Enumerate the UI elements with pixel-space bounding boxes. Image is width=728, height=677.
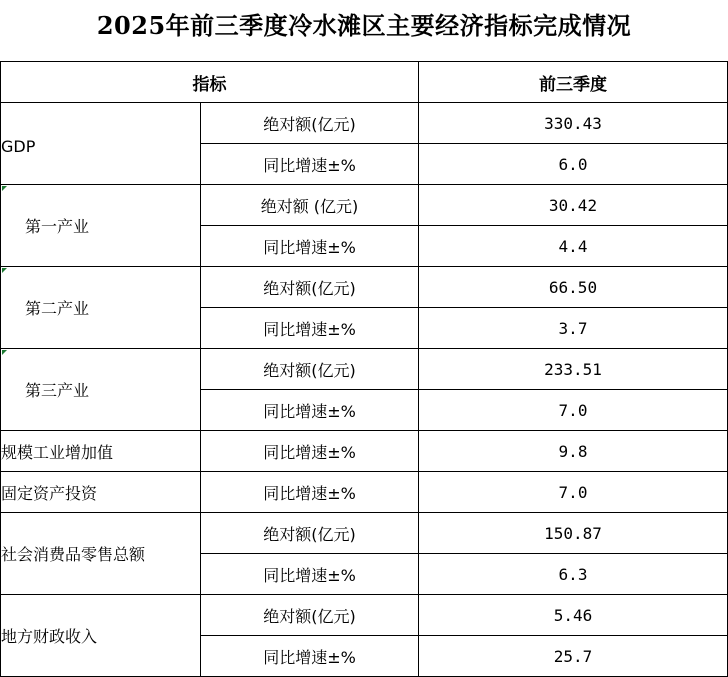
metric-label: 同比增速±% xyxy=(201,144,419,185)
header-period: 前三季度 xyxy=(419,62,728,103)
table-row xyxy=(1,513,728,554)
metric-label: 同比增速±% xyxy=(201,472,419,513)
table-row xyxy=(1,103,728,144)
indicator-gdp: GDP xyxy=(1,103,201,185)
table-row xyxy=(1,431,728,472)
metric-value: 66.50 xyxy=(419,267,728,308)
indicator-retail-sales: 社会消费品零售总额 xyxy=(1,513,201,595)
metric-value: 7.0 xyxy=(419,472,728,513)
table-row xyxy=(1,595,728,636)
table-row xyxy=(1,472,728,513)
metric-label: 绝对额(亿元) xyxy=(201,513,419,554)
metric-value: 9.8 xyxy=(419,431,728,472)
metric-label: 绝对额(亿元) xyxy=(201,595,419,636)
metric-value: 7.0 xyxy=(419,390,728,431)
metric-value: 3.7 xyxy=(419,308,728,349)
indicator-primary-industry: 第一产业 xyxy=(1,185,201,267)
header-indicator: 指标 xyxy=(1,62,419,103)
metric-value: 30.42 xyxy=(419,185,728,226)
metric-value: 4.4 xyxy=(419,226,728,267)
metric-label: 同比增速±% xyxy=(201,390,419,431)
metric-value: 25.7 xyxy=(419,636,728,677)
metric-label: 同比增速±% xyxy=(201,226,419,267)
indicator-fiscal-revenue: 地方财政收入 xyxy=(1,595,201,677)
metric-label: 绝对额(亿元) xyxy=(201,267,419,308)
metric-label: 同比增速±% xyxy=(201,554,419,595)
indicators-table xyxy=(0,61,728,677)
metric-value: 233.51 xyxy=(419,349,728,390)
metric-label: 绝对额(亿元) xyxy=(201,349,419,390)
table-row xyxy=(1,185,728,226)
indicator-fixed-asset-investment: 固定资产投资 xyxy=(1,472,201,513)
indicator-secondary-industry: 第二产业 xyxy=(1,267,201,349)
metric-value: 150.87 xyxy=(419,513,728,554)
metric-value: 5.46 xyxy=(419,595,728,636)
metric-label: 绝对额(亿元) xyxy=(201,103,419,144)
indicator-tertiary-industry: 第三产业 xyxy=(1,349,201,431)
metric-label: 同比增速±% xyxy=(201,308,419,349)
metric-value: 330.43 xyxy=(419,103,728,144)
metric-label: 同比增速±% xyxy=(201,636,419,677)
table-row xyxy=(1,267,728,308)
table-header-row xyxy=(1,62,728,103)
page-title: 2025年前三季度冷水滩区主要经济指标完成情况 xyxy=(96,11,632,40)
indicator-industrial-value-added: 规模工业增加值 xyxy=(1,431,201,472)
metric-value: 6.0 xyxy=(419,144,728,185)
metric-label: 绝对额 (亿元) xyxy=(201,185,419,226)
table-row xyxy=(1,349,728,390)
metric-value: 6.3 xyxy=(419,554,728,595)
metric-label: 同比增速±% xyxy=(201,431,419,472)
